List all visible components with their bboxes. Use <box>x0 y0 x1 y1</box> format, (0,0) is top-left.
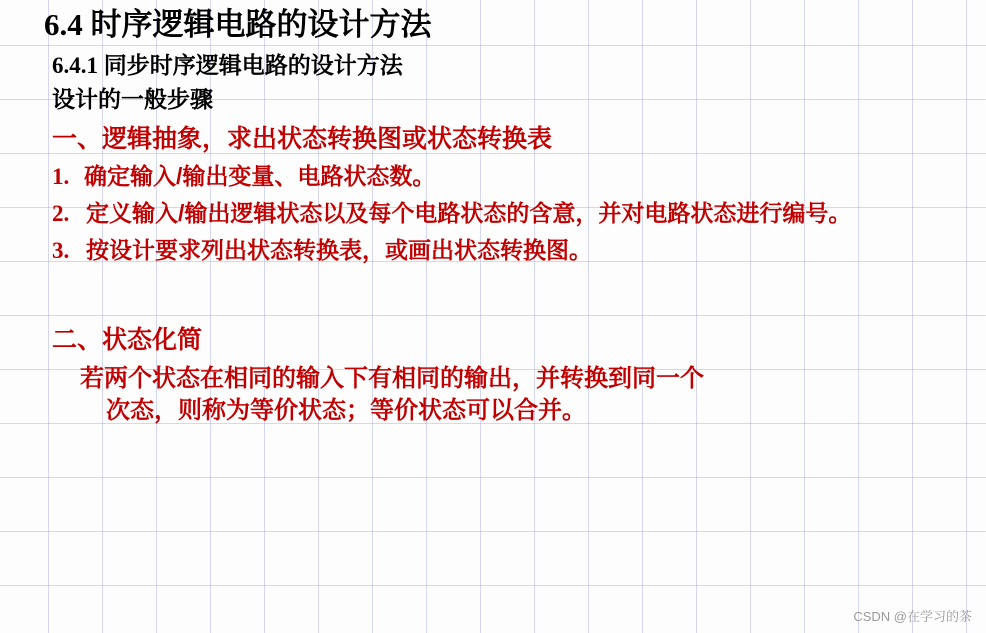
list-item-number: 1. <box>52 164 70 190</box>
section-two-heading: 二、状态化简 <box>52 326 203 355</box>
page-title: 6.4 时序逻辑电路的设计方法 <box>44 7 432 42</box>
list-item <box>52 161 966 192</box>
list-item <box>52 235 966 266</box>
list-item-text: 定义输入/输出逻辑状态以及每个电路状态的含意，并对电路状态进行编号。 <box>86 200 852 227</box>
section-subtitle: 6.4.1 同步时序逻辑电路的设计方法 <box>52 52 403 78</box>
section-one-heading: 一、逻辑抽象，求出状态转换图或状态转换表 <box>52 124 553 153</box>
watermark-text: CSDN @在学习的茶 <box>853 609 972 624</box>
list-item-number: 3. <box>52 238 70 264</box>
list-item-text: 确定输入/输出变量、电路状态数。 <box>84 163 436 190</box>
list-item-number: 2. <box>52 201 70 227</box>
list-item-text: 按设计要求列出状态转换表，或画出状态转换图。 <box>86 237 592 264</box>
vertical-spacer <box>38 272 966 316</box>
paragraph-line-2: 次态，则称为等价状态；等价状态可以合并。 <box>106 397 586 425</box>
section-two-paragraph <box>80 363 966 428</box>
general-steps-label: 设计的一般步骤 <box>52 85 213 112</box>
paragraph-line-1: 若两个状态在相同的输入下有相同的输出，并转换到同一个 <box>80 364 704 392</box>
list-item <box>52 198 966 229</box>
